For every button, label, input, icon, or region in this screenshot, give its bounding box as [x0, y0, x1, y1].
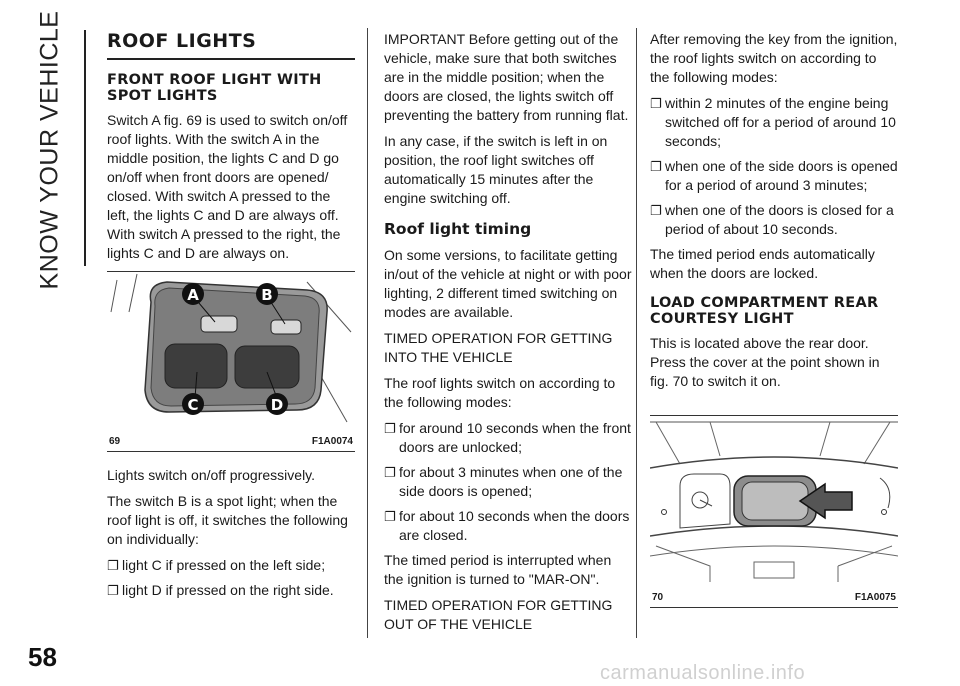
paragraph: In any case, if the switch is left in on position, the roof light switches off automatically 15 minutes after the engine switching off. [384, 133, 608, 206]
list-item: ❐ for about 10 seconds when the doors are closed. [384, 508, 630, 543]
column-2 [384, 30, 632, 641]
subheading-front-roof-light: FRONT ROOF LIGHT WITH SPOT LIGHTS [107, 72, 322, 104]
section-side-title: KNOW YOUR VEHICLE [35, 10, 64, 290]
figure-code: F1A0075 [854, 592, 896, 603]
checkbox-bullet-icon: ❐ [384, 465, 396, 480]
checkbox-bullet-icon: ❐ [650, 96, 662, 111]
label-c: C [187, 396, 199, 414]
list-item: ❐ when one of the doors is closed for a period of about 10 seconds. [650, 202, 894, 237]
list-item: ❐ for about 3 minutes when one of the side doors is opened; [384, 464, 623, 499]
paragraph: IMPORTANT Before getting out of the vehicle, make sure that both switches are in the middle position; when the doors are closed, the lights switch off preventing the battery from running flat. [384, 31, 629, 123]
checkbox-bullet-icon: ❐ [107, 583, 119, 598]
column-3 [650, 30, 898, 608]
side-title-rule [84, 30, 86, 266]
checkbox-bullet-icon: ❐ [384, 421, 396, 436]
checkbox-bullet-icon: ❐ [107, 558, 119, 573]
paragraph: After removing the key from the ignition, the roof lights switch on according to the following modes: [650, 31, 898, 85]
heading-load-compartment-light: LOAD COMPARTMENT REAR COURTESY LIGHT [650, 295, 879, 327]
heading-roof-light-timing: Roof light timing [384, 220, 532, 238]
paragraph: TIMED OPERATION FOR GETTING OUT OF THE VEHICLE [384, 597, 613, 632]
checkbox-bullet-icon: ❐ [650, 203, 662, 218]
label-b: B [261, 286, 273, 304]
label-a: A [187, 286, 199, 304]
paragraph: Lights switch on/off progressively. [107, 467, 316, 483]
list-item: ❐ within 2 minutes of the engine being switched off for a period of around 10 seconds; [650, 95, 896, 149]
figure-caption [107, 430, 355, 451]
figure-number: 69 [109, 436, 121, 447]
list-item: ❐ for around 10 seconds when the front doors are unlocked; [384, 420, 631, 455]
column-1 [107, 30, 355, 606]
list-item: ❐ light D if pressed on the right side. [107, 582, 334, 598]
paragraph: The timed period is interrupted when the ignition is turned to "MAR-ON". [384, 552, 612, 587]
list-item: ❐ when one of the side doors is opened for a period of around 3 minutes; [650, 158, 898, 193]
rear-courtesy-light-illustration [650, 416, 898, 586]
figure-69 [107, 271, 355, 452]
checkbox-bullet-icon: ❐ [384, 509, 396, 524]
column-divider [636, 28, 637, 638]
paragraph: This is located above the rear door. Press the cover at the point shown in fig. 70 to switch it on. [650, 335, 880, 389]
heading-roof-lights: ROOF LIGHTS [107, 30, 355, 60]
paragraph: The timed period ends automatically when the doors are locked. [650, 246, 875, 281]
paragraph: The switch B is a spot light; when the roof light is off, it switches the following on individually: [107, 493, 348, 547]
switch-b-icon [271, 320, 301, 334]
checkbox-bullet-icon: ❐ [650, 159, 662, 174]
watermark: carmanualsonline.info [600, 662, 806, 684]
figure-code: F1A0074 [311, 436, 353, 447]
figure-70 [650, 415, 898, 608]
paragraph: Switch A fig. 69 is used to switch on/off roof lights. With the switch A in the middle position, the lights C and D go on/off when front doors are opened/ closed. With switch A pressed to the left, the lights C and D are always off. With switch A pressed to the right, the lights C and D are always on. [107, 112, 348, 261]
page-number: 58 [28, 642, 57, 672]
paragraph: On some versions, to facilitate getting in/out of the vehicle at night or with poor lighting, 2 different timed switching on modes are available. [384, 247, 632, 320]
switch-a-icon [201, 316, 237, 332]
label-d: D [270, 396, 284, 414]
column-divider [367, 28, 368, 638]
paragraph: TIMED OPERATION FOR GETTING INTO THE VEHICLE [384, 330, 613, 365]
list-item: ❐ light C if pressed on the left side; [107, 557, 326, 573]
paragraph: The roof lights switch on according to the following modes: [384, 375, 616, 410]
figure-number: 70 [652, 592, 664, 603]
figure-caption [650, 586, 898, 607]
roof-light-illustration [107, 272, 355, 430]
